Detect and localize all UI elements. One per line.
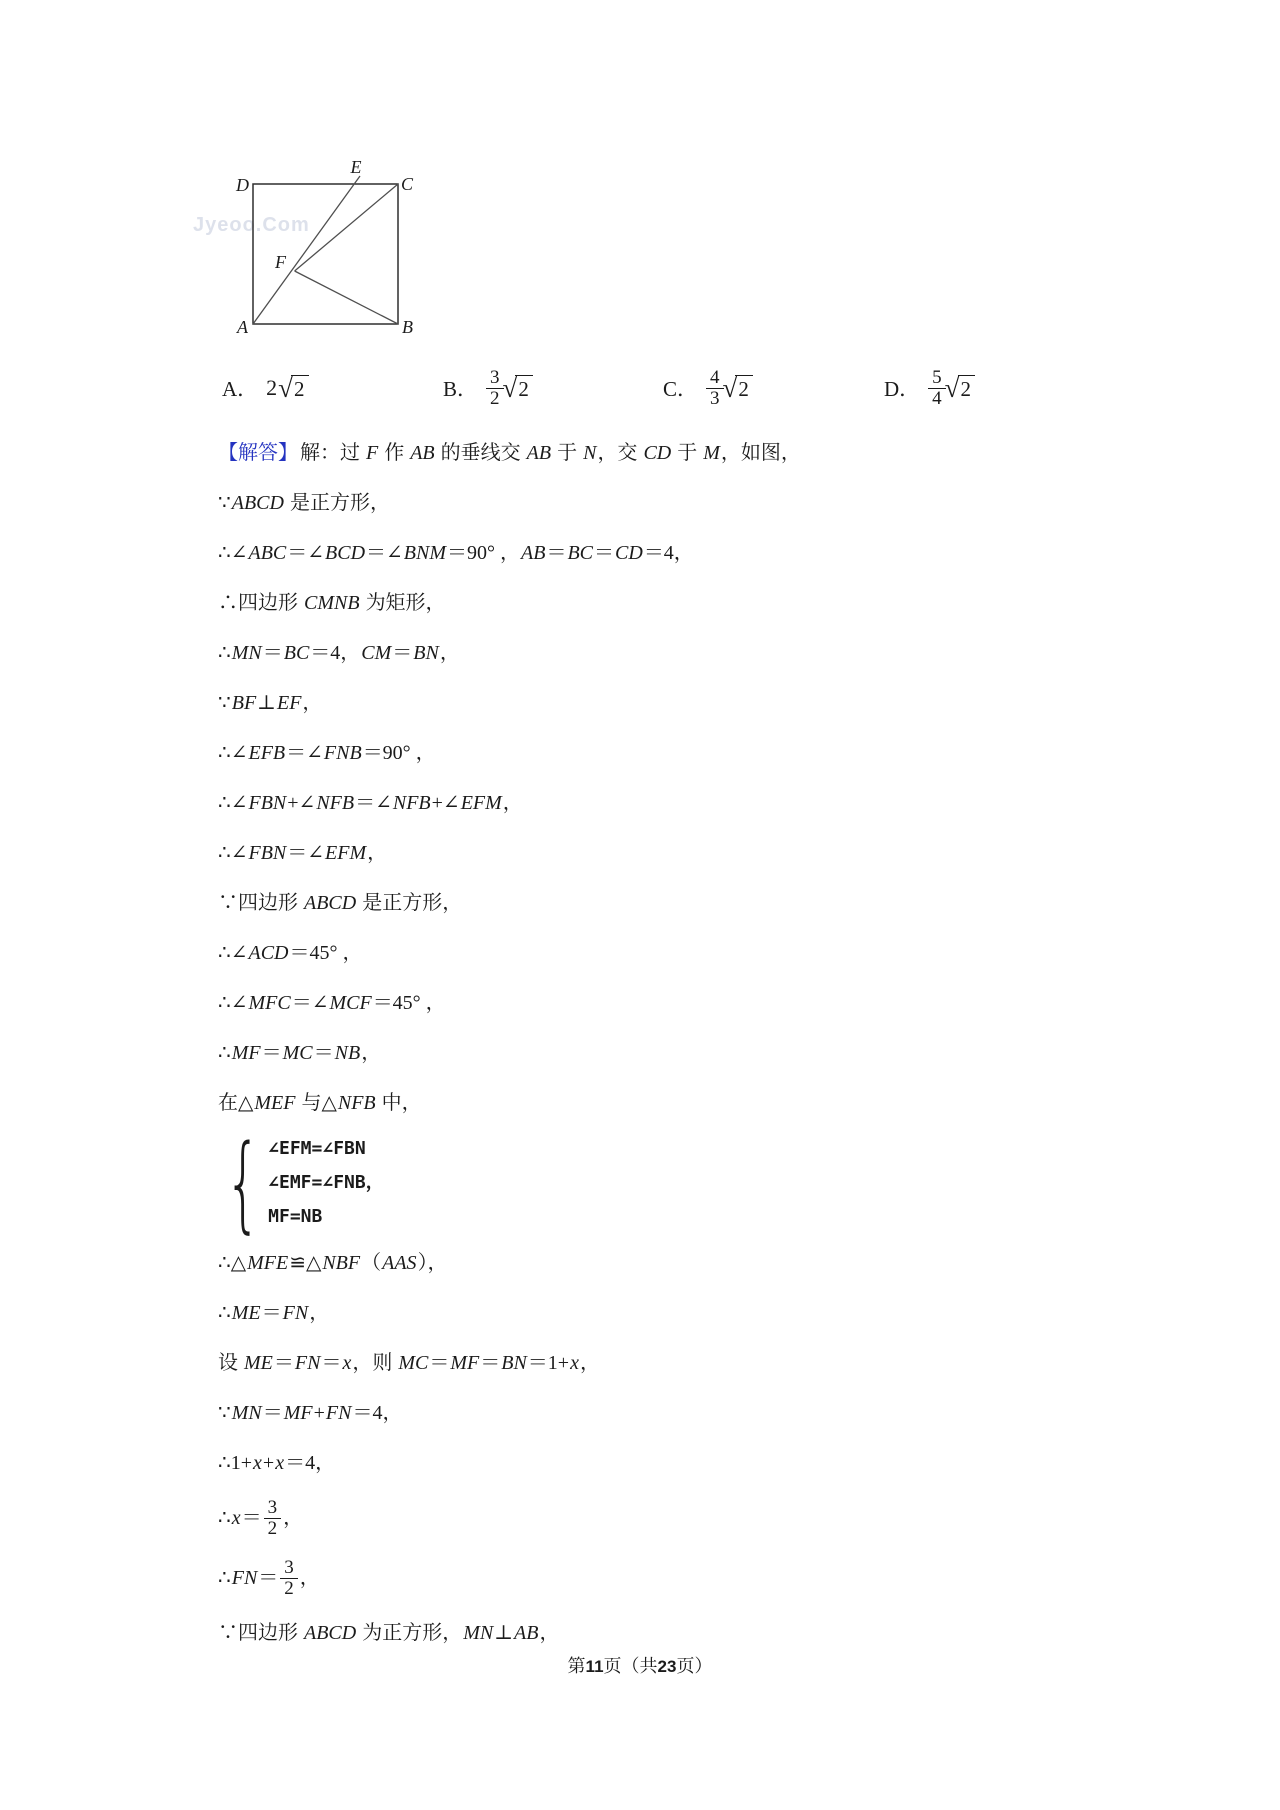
solution-line-fraction: ∴ x ＝ $\frac{3}{2}$ ，: [218, 1496, 304, 1539]
math-variable: AAS: [382, 1252, 417, 1274]
math-variable: x: [253, 1452, 262, 1474]
math-variable: ABC: [248, 542, 287, 564]
radical-sign-icon: √: [502, 372, 518, 403]
math-variable: ME: [231, 1302, 261, 1324]
math-variable: MF: [450, 1352, 480, 1374]
option-c: [663, 356, 753, 420]
label-C: C: [401, 174, 414, 194]
math-variable: NFB: [316, 792, 355, 814]
footer-text: 第: [567, 1656, 586, 1676]
math-variable: MF: [231, 1042, 261, 1064]
option-d: [884, 356, 975, 420]
solution-line-fraction: ∴ FN ＝ $\frac{3}{2}$ ，: [218, 1556, 320, 1599]
solution-line: ∴∠FBN＝∠EFM，: [218, 842, 388, 864]
solution-line: ∵MN＝MF+FN＝4，: [218, 1402, 403, 1424]
math-variable: NB: [334, 1042, 361, 1064]
figure-svg: [226, 156, 426, 352]
square-root: √ 2: [945, 375, 975, 402]
math-variable: EF: [276, 692, 302, 714]
solution-line: ∴∠ACD＝45° ，: [218, 942, 363, 964]
math-variable: x: [231, 1507, 241, 1529]
solution-line: ∵四边形 ABCD 是正方形，: [218, 892, 463, 914]
left-brace-icon: {: [224, 1122, 262, 1244]
radical-sign-icon: √: [944, 372, 960, 403]
label-B: B: [402, 317, 413, 337]
math-variable: BN: [413, 642, 439, 664]
math-variable: FN: [325, 1402, 352, 1424]
solution-line: ∴1+x+x＝4，: [218, 1452, 336, 1474]
math-variable: EFB: [248, 742, 286, 764]
solution-line: 在△MEF 与△NFB 中，: [218, 1092, 422, 1114]
radical-sign-icon: √: [278, 372, 293, 403]
math-variable: MN: [231, 1402, 262, 1424]
option-a: [222, 356, 309, 420]
math-variable: ABCD: [304, 892, 357, 914]
answer-tag: 【解答】: [218, 442, 298, 464]
options-row: [0, 356, 1280, 420]
math-variable: NFB: [392, 792, 431, 814]
math-variable: MFE: [247, 1252, 289, 1274]
system-equation: ∠EFM=∠FBN: [268, 1138, 366, 1159]
math-variable: F: [366, 442, 379, 464]
math-variable: BC: [283, 642, 310, 664]
math-variable: NBF: [322, 1252, 361, 1274]
line-FB: [295, 271, 398, 324]
fraction: $\frac{5}{4}$: [928, 368, 946, 409]
page-footer: [0, 1652, 1280, 1678]
solution-line: ∴∠ABC＝∠BCD＝∠BNM＝90° ，AB＝BC＝CD＝4，: [218, 542, 694, 564]
math-variable: CM: [361, 642, 392, 664]
math-variable: NFB: [337, 1092, 376, 1114]
math-variable: MC: [398, 1352, 429, 1374]
solution-line: ∵四边形 ABCD 为正方形，MN⊥AB，: [218, 1622, 560, 1644]
math-variable: MF: [283, 1402, 313, 1424]
equation-system: [218, 1122, 1098, 1244]
math-variable: MN: [463, 1622, 494, 1644]
fraction: $\frac{3}{2}$: [264, 1498, 282, 1539]
option-label: B．: [443, 377, 479, 401]
option-value: [928, 368, 975, 409]
watermark: Jyeoo.Com: [193, 214, 310, 236]
math-variable: MC: [282, 1042, 313, 1064]
fraction: $\frac{3}{2}$: [486, 368, 504, 409]
line-AE: [253, 176, 360, 324]
math-variable: BCD: [325, 542, 366, 564]
math-variable: M: [703, 442, 720, 464]
math-variable: BC: [567, 542, 594, 564]
math-variable: BN: [501, 1352, 527, 1374]
math-variable: ABCD: [304, 1622, 357, 1644]
math-variable: FBN: [248, 792, 287, 814]
option-label: A．: [222, 377, 259, 401]
solution-lines: [218, 428, 1098, 1658]
label-A: A: [237, 317, 248, 337]
solution-line: ∵ABCD 是正方形，: [218, 492, 390, 514]
math-variable: EFM: [325, 842, 367, 864]
math-variable: CD: [643, 442, 672, 464]
solution-line: 设 ME＝FN＝x，则 MC＝MF＝BN＝1+x，: [218, 1352, 600, 1374]
math-variable: ABCD: [231, 492, 284, 514]
option-b: [443, 356, 533, 420]
solution-line: 【解答】 解：过 F 作 AB 的垂线交 AB 于 N，交 CD 于 M，如图，: [218, 442, 801, 464]
square-root: √ 2: [278, 375, 308, 402]
option-value: [486, 368, 533, 409]
solution-line: ∴四边形 CMNB 为矩形，: [218, 592, 446, 614]
fraction: $\frac{4}{3}$: [706, 368, 724, 409]
solution-line: ∴△MFE≌△NBF（AAS），: [218, 1252, 448, 1274]
option-value: [706, 368, 753, 409]
math-variable: FN: [282, 1302, 309, 1324]
math-variable: FNB: [323, 742, 362, 764]
math-variable: FN: [231, 1567, 258, 1589]
math-variable: CD: [615, 542, 643, 564]
math-variable: AB: [410, 442, 435, 464]
label-D: D: [236, 175, 249, 195]
solution-line: ∵BF⊥EF，: [218, 692, 323, 714]
option-label: C．: [663, 377, 699, 401]
label-F: F: [275, 252, 286, 272]
radical-sign-icon: √: [722, 372, 738, 403]
footer-total-pages: 23: [657, 1657, 677, 1676]
footer-text: 页）: [676, 1656, 713, 1676]
math-variable: FBN: [248, 842, 287, 864]
math-variable: MFC: [248, 992, 291, 1014]
math-variable: x: [342, 1352, 352, 1374]
math-variable: MEF: [254, 1092, 296, 1114]
math-variable: CMNB: [304, 592, 360, 614]
math-variable: N: [583, 442, 597, 464]
label-E: E: [350, 157, 362, 177]
math-variable: BNM: [403, 542, 447, 564]
math-variable: ME: [244, 1352, 273, 1374]
math-variable: AB: [526, 442, 552, 464]
math-variable: AB: [521, 542, 546, 564]
math-variable: EFM: [460, 792, 502, 814]
footer-text: 页（共: [603, 1656, 658, 1676]
math-variable: AB: [514, 1622, 539, 1644]
system-equation: MF=NB: [268, 1206, 323, 1227]
line-FC: [295, 184, 398, 271]
square-root: √ 2: [723, 375, 753, 402]
fraction: $\frac{3}{2}$: [280, 1558, 298, 1599]
option-label: D．: [884, 377, 921, 401]
solution-line: ∴∠FBN+∠NFB＝∠NFB+∠EFM，: [218, 792, 523, 814]
math-variable: x: [570, 1352, 579, 1374]
geometry-figure: [226, 156, 426, 352]
option-value: [266, 372, 308, 403]
solution-line: ∴MN＝BC＝4，CM＝BN，: [218, 642, 460, 664]
system-equation: ∠EMF=∠FNB，: [268, 1172, 384, 1193]
solution-line: ∴∠EFB＝∠FNB＝90° ，: [218, 742, 436, 764]
solution-line: ∴ME＝FN，: [218, 1302, 330, 1324]
solution-line: ∴∠MFC＝∠MCF＝45° ，: [218, 992, 446, 1014]
footer-page-number: 11: [585, 1657, 604, 1676]
math-variable: BF: [231, 692, 257, 714]
math-variable: FN: [294, 1352, 321, 1374]
coefficient: 2: [266, 375, 278, 400]
math-variable: x: [275, 1452, 285, 1474]
math-variable: MCF: [329, 992, 372, 1014]
solution-line: ∴MF＝MC＝NB，: [218, 1042, 382, 1064]
square-root: √ 2: [503, 375, 533, 402]
math-variable: MN: [231, 642, 262, 664]
math-variable: ACD: [248, 942, 289, 964]
